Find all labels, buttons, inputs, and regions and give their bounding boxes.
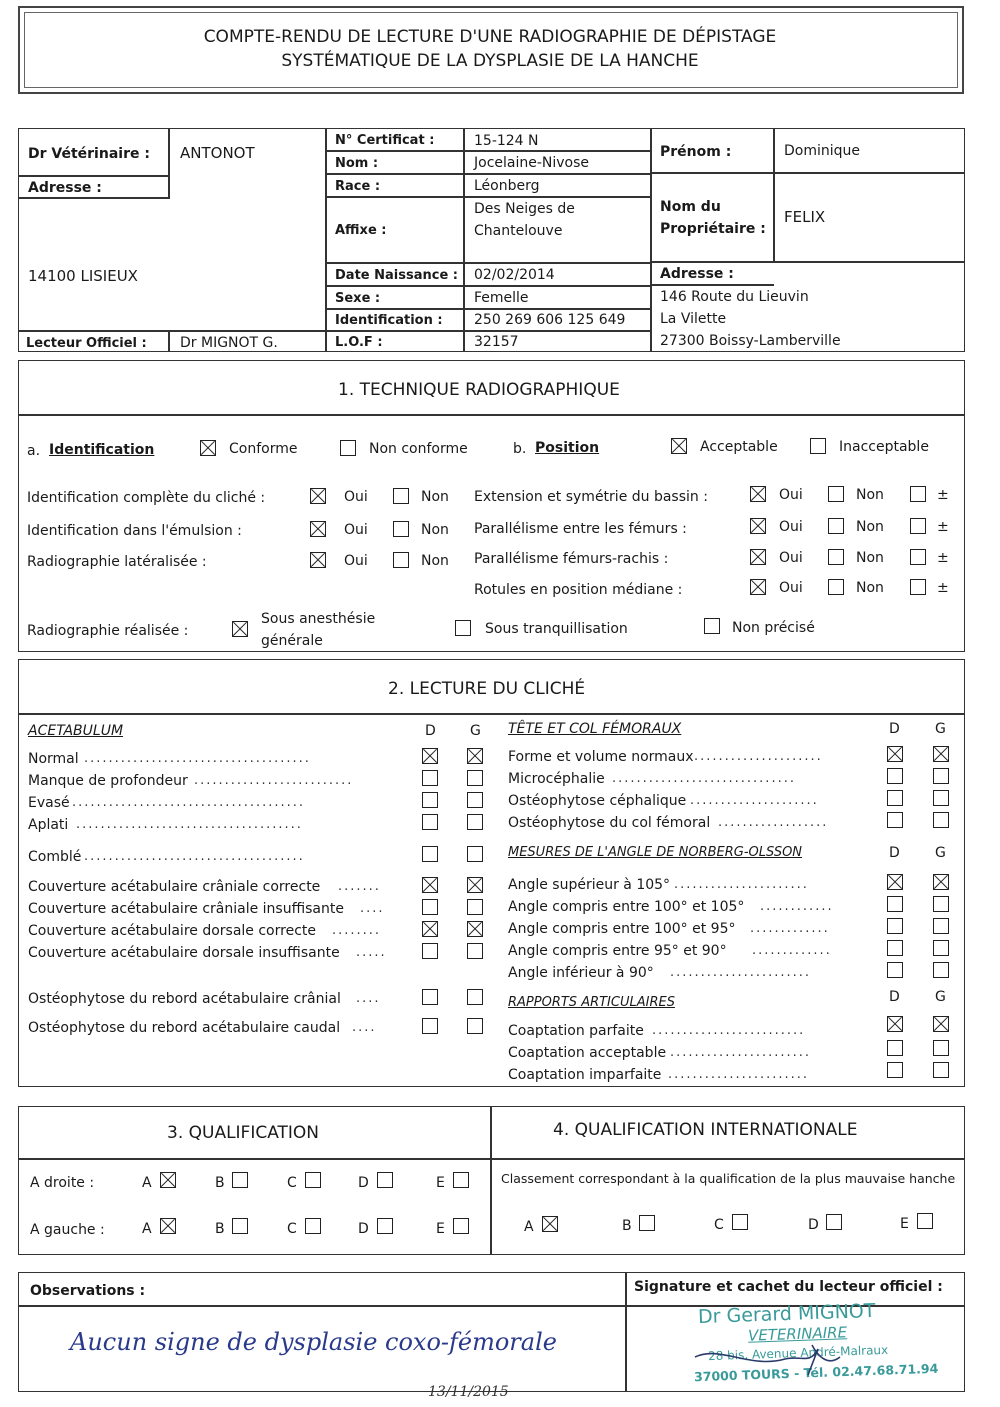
leader-dots: ..... [356,945,387,960]
droite-a-checkbox[interactable] [160,1172,176,1188]
leader-dots: ..................... [690,793,819,808]
oui-label: Oui [344,522,368,538]
d-header: D [889,989,900,1005]
leader-dots: ...................................... [72,795,306,810]
grade-c-label: C [287,1221,297,1237]
d-header: D [425,723,436,739]
address-value: 14100 LISIEUX [28,267,138,285]
conforme-checkbox[interactable] [200,440,216,456]
race-value: Léonberg [474,178,540,194]
acet-osteo-caudal-label: Ostéophytose du rebord acétabulaire caudal [28,1020,341,1036]
leader-dots: ....... [338,879,381,894]
non-precise-checkbox[interactable] [704,618,720,634]
acceptable-label: Acceptable [700,439,778,455]
nom-value: Jocelaine-Nivose [474,155,590,171]
gauche-e-checkbox[interactable] [453,1218,469,1234]
pm-label: ± [937,519,949,535]
norberg-inf90-g-checkbox[interactable] [933,962,949,978]
anesthesie-label-1: Sous anesthésie [261,611,376,627]
acet-dors-correcte-d-checkbox[interactable] [422,921,438,937]
d-header: D [889,721,900,737]
lateralisee-label: Radiographie latéralisée : [27,554,207,570]
norberg-90-95-g-checkbox[interactable] [933,940,949,956]
parallel-femurs-label: Parallélisme entre les fémurs : [474,521,687,537]
leader-dots: .... [360,901,385,916]
pm-label: ± [937,580,949,596]
ident-heading: Identification [49,442,155,458]
leader-dots: .................................... [84,849,305,864]
acet-dors-insuff-g-checkbox[interactable] [467,943,483,959]
inacceptable-label: Inacceptable [839,439,929,455]
owner-address-label: Adresse : [660,266,734,282]
acceptable-checkbox[interactable] [671,438,687,454]
affixe-value-2: Chantelouve [474,223,563,239]
extension-pm-checkbox[interactable] [910,486,926,502]
norberg-90-95-label: Angle compris entre 95° et 90° [508,943,727,959]
gauche-d-checkbox[interactable] [377,1218,393,1234]
droite-b-checkbox[interactable] [232,1172,248,1188]
norberg-100-105-d-checkbox[interactable] [887,896,903,912]
acet-osteo-caudal-d-checkbox[interactable] [422,1018,438,1034]
norberg-95-100-d-checkbox[interactable] [887,918,903,934]
extension-non-checkbox[interactable] [828,486,844,502]
tete-micro-label: Microcéphalie [508,771,605,787]
acet-profondeur-label: Manque de profondeur [28,773,188,789]
race-label: Race : [335,179,381,194]
gauche-a-checkbox[interactable] [160,1218,176,1234]
non-conforme-checkbox[interactable] [340,440,356,456]
rapports-heading: RAPPORTS ARTICULAIRES [508,995,675,1010]
grade-d-label: D [358,1175,369,1191]
g-header: G [935,989,946,1005]
coapt-parfaite-d-checkbox[interactable] [887,1016,903,1032]
norberg-sup105-g-checkbox[interactable] [933,874,949,890]
droite-label: A droite : [30,1175,95,1191]
gauche-label: A gauche : [30,1222,105,1238]
oui-label: Oui [344,489,368,505]
grade-a-label: A [142,1175,152,1191]
title-line-2: SYSTÉMATIQUE DE LA DYSPLASIE DE LA HANCHE [281,51,699,71]
leader-dots: ............. [752,943,832,958]
stamp-line-2: VETERINAIRE [747,1323,848,1345]
coapt-imparfaite-d-checkbox[interactable] [887,1062,903,1078]
observation-date: 13/11/2015 [428,1384,509,1400]
ident-complete-non-checkbox[interactable] [393,488,409,504]
coapt-parfaite-g-checkbox[interactable] [933,1016,949,1032]
coapt-acceptable-label: Coaptation acceptable [508,1045,667,1061]
owner-label-2: Propriétaire : [660,221,766,237]
acet-dors-correcte-label: Couverture acétabulaire dorsale correcte [28,923,316,939]
acet-dors-correcte-g-checkbox[interactable] [467,921,483,937]
sexe-value: Femelle [474,290,529,306]
tete-micro-d-checkbox[interactable] [887,768,903,784]
tete-normaux-d-checkbox[interactable] [887,746,903,762]
conforme-label: Conforme [229,441,298,457]
g-header: G [470,723,481,739]
realisee-label: Radiographie réalisée : [27,623,189,639]
affixe-label: Affixe : [335,223,387,238]
parallel-rachis-oui-checkbox[interactable] [750,549,766,565]
norberg-inf90-d-checkbox[interactable] [887,962,903,978]
address-label: Adresse : [28,180,102,196]
anesthesie-checkbox[interactable] [232,621,248,637]
parallel-femurs-non-checkbox[interactable] [828,518,844,534]
oui-label: Oui [344,553,368,569]
acet-dors-insuff-d-checkbox[interactable] [422,943,438,959]
ident-emulsion-label: Identification dans l'émulsion : [27,523,242,539]
coapt-imparfaite-g-checkbox[interactable] [933,1062,949,1078]
acetabulum-heading: ACETABULUM [28,723,124,739]
grade-e-label: E [436,1221,445,1237]
vet-label: Dr Vétérinaire : [28,146,150,162]
leader-dots: ........ [332,923,382,938]
dob-label: Date Naissance : [335,268,458,283]
observation-handwritten: Aucun signe de dysplasie coxo-fémorale [70,1328,557,1356]
non-label: Non [421,553,449,569]
acet-cran-correcte-g-checkbox[interactable] [467,877,483,893]
pm-label: ± [937,487,949,503]
parallel-femurs-pm-checkbox[interactable] [910,518,926,534]
acet-dors-insuff-label: Couverture acétabulaire dorsale insuffisante [28,945,340,961]
gauche-c-checkbox[interactable] [305,1218,321,1234]
dob-value: 02/02/2014 [474,267,555,283]
owner-address-1: 146 Route du Lieuvin [660,289,809,305]
tete-osteo-col-label: Ostéophytose du col fémoral [508,815,711,831]
position-prefix: b. [513,441,527,457]
ident-label: Identification : [335,313,443,328]
intl-c-checkbox[interactable] [732,1214,748,1230]
acet-cran-correcte-d-checkbox[interactable] [422,877,438,893]
norberg-100-105-label: Angle compris entre 100° et 105° [508,899,745,915]
tete-osteo-ceph-g-checkbox[interactable] [933,790,949,806]
acet-normal-label: Normal [28,751,79,767]
acet-cran-insuff-d-checkbox[interactable] [422,899,438,915]
acet-aplati-d-checkbox[interactable] [422,814,438,830]
intl-a-checkbox[interactable] [542,1216,558,1232]
norberg-heading: MESURES DE L'ANGLE DE NORBERG-OLSSON [508,845,803,860]
acet-osteo-cranial-g-checkbox[interactable] [467,989,483,1005]
tranquillisation-label: Sous tranquillisation [485,621,628,637]
leader-dots: ......................... [652,1023,806,1038]
owner-address-3: 27300 Boissy-Lamberville [660,333,841,349]
pm-label: ± [937,550,949,566]
cert-value: 15-124 N [474,133,539,149]
intl-d-checkbox[interactable] [826,1214,842,1230]
norberg-95-100-label: Angle compris entre 100° et 95° [508,921,736,937]
acet-comble-g-checkbox[interactable] [467,846,483,862]
droite-c-checkbox[interactable] [305,1172,321,1188]
ident-complete-label: Identification complète du cliché : [27,490,266,506]
grade-d-label: D [358,1221,369,1237]
grade-b-label: B [215,1175,225,1191]
leader-dots: ....................... [670,1045,812,1060]
tete-normaux-label: Forme et volume normaux [508,749,694,765]
section-4-title: 4. QUALIFICATION INTERNATIONALE [553,1120,858,1140]
acet-cran-insuff-g-checkbox[interactable] [467,899,483,915]
signature-scribble-icon [690,1335,850,1385]
section-1-title: 1. TECHNIQUE RADIOGRAPHIQUE [338,380,620,400]
parallel-rachis-label: Parallélisme fémurs-rachis : [474,551,669,567]
observations-label: Observations : [30,1283,146,1299]
acet-aplati-label: Aplati [28,817,69,833]
ident-emulsion-non-checkbox[interactable] [393,521,409,537]
norberg-90-95-d-checkbox[interactable] [887,940,903,956]
acet-profondeur-d-checkbox[interactable] [422,770,438,786]
extension-oui-checkbox[interactable] [750,486,766,502]
tete-micro-g-checkbox[interactable] [933,768,949,784]
acet-evase-d-checkbox[interactable] [422,792,438,808]
extension-label: Extension et symétrie du bassin : [474,489,708,505]
vet-value: ANTONOT [180,144,255,162]
non-label: Non [856,519,884,535]
rotules-non-checkbox[interactable] [828,579,844,595]
acet-osteo-cranial-label: Ostéophytose du rebord acétabulaire crânial [28,991,341,1007]
leader-dots: .... [352,1020,377,1035]
coapt-acceptable-d-checkbox[interactable] [887,1040,903,1056]
leader-dots: ....................... [668,1067,810,1082]
affixe-value-1: Des Neiges de [474,201,575,217]
non-precise-label: Non précisé [732,620,815,636]
title-box-inner [24,12,958,88]
leader-dots: ..................................... [84,751,311,766]
leader-dots: ...................... [674,877,809,892]
acet-profondeur-g-checkbox[interactable] [467,770,483,786]
tete-osteo-col-g-checkbox[interactable] [933,812,949,828]
section-2-title: 2. LECTURE DU CLICHÉ [388,679,586,699]
d-header: D [889,845,900,861]
tete-osteo-ceph-label: Ostéophytose céphalique [508,793,687,809]
leader-dots: .......................... [194,773,354,788]
owner-label-1: Nom du [660,199,721,215]
intl-grade-a-label: A [524,1219,534,1235]
rotules-pm-checkbox[interactable] [910,579,926,595]
lof-value: 32157 [474,334,519,350]
lateralisee-non-checkbox[interactable] [393,552,409,568]
acet-evase-label: Evasé [28,795,70,811]
cert-label: N° Certificat : [335,133,435,148]
leader-dots: ..................................... [76,817,303,832]
non-label: Non [856,550,884,566]
lateralisee-oui-checkbox[interactable] [310,552,326,568]
lof-label: L.O.F : [335,335,383,350]
prenom-value: Dominique [784,143,861,159]
leader-dots: ..................... [694,749,823,764]
norberg-sup105-d-checkbox[interactable] [887,874,903,890]
parallel-rachis-pm-checkbox[interactable] [910,549,926,565]
anesthesie-label-2: générale [261,633,323,649]
tranquillisation-checkbox[interactable] [455,620,471,636]
acet-osteo-cranial-d-checkbox[interactable] [422,989,438,1005]
leader-dots: .............................. [612,771,796,786]
norberg-sup105-label: Angle supérieur à 105° [508,877,671,893]
grade-b-label: B [215,1221,225,1237]
non-label: Non [421,522,449,538]
droite-e-checkbox[interactable] [453,1172,469,1188]
grade-c-label: C [287,1175,297,1191]
owner-address-2: La Vilette [660,311,727,327]
nom-label: Nom : [335,156,379,171]
prenom-label: Prénom : [660,144,732,160]
acet-normal-d-checkbox[interactable] [422,748,438,764]
tete-osteo-col-d-checkbox[interactable] [887,812,903,828]
title-line-1: COMPTE-RENDU DE LECTURE D'UNE RADIOGRAPHIE DE DÉPISTAGE [203,27,777,47]
gauche-b-checkbox[interactable] [232,1218,248,1234]
droite-d-checkbox[interactable] [377,1172,393,1188]
tete-osteo-ceph-d-checkbox[interactable] [887,790,903,806]
owner-value: FELIX [784,208,826,226]
acet-normal-g-checkbox[interactable] [467,748,483,764]
oui-label: Oui [779,550,803,566]
acet-evase-g-checkbox[interactable] [467,792,483,808]
g-header: G [935,721,946,737]
intl-grade-d-label: D [808,1217,819,1233]
coapt-parfaite-label: Coaptation parfaite [508,1023,644,1039]
leader-dots: .................. [718,815,829,830]
grade-e-label: E [436,1175,445,1191]
sexe-label: Sexe : [335,291,381,306]
intl-grade-c-label: C [714,1217,724,1233]
intl-b-checkbox[interactable] [639,1215,655,1231]
leader-dots: ............. [750,921,830,936]
norberg-inf90-label: Angle inférieur à 90° [508,965,654,981]
stamp-line-3: 28 bis, Avenue André-Malraux [707,1342,889,1364]
leader-dots: .... [356,991,381,1006]
rotules-oui-checkbox[interactable] [750,579,766,595]
tete-heading: TÊTE ET COL FÉMORAUX [508,721,682,737]
stamp-line-1: Dr Gerard MIGNOT [697,1299,876,1329]
parallel-femurs-oui-checkbox[interactable] [750,518,766,534]
non-label: Non [421,489,449,505]
section-1-box [18,360,965,652]
oui-label: Oui [779,487,803,503]
oui-label: Oui [779,580,803,596]
g-header: G [935,845,946,861]
ident-complete-oui-checkbox[interactable] [310,488,326,504]
non-label: Non [856,487,884,503]
signature-label: Signature et cachet du lecteur officiel : [634,1279,943,1295]
coapt-acceptable-g-checkbox[interactable] [933,1040,949,1056]
intl-grade-e-label: E [900,1216,909,1232]
norberg-95-100-g-checkbox[interactable] [933,918,949,934]
acet-comble-label: Comblé [28,849,82,865]
intl-grade-b-label: B [622,1218,632,1234]
position-heading: Position [535,440,600,456]
stamp-line-4: 37000 TOURS - Tél. 02.47.68.71.94 [693,1360,939,1385]
ident-emulsion-oui-checkbox[interactable] [310,521,326,537]
intl-note: Classement correspondant à la qualification de la plus mauvaise hanche [501,1171,956,1186]
ident-prefix: a. [27,443,41,459]
tete-normaux-g-checkbox[interactable] [933,746,949,762]
non-label: Non [856,580,884,596]
leader-dots: ....................... [670,965,812,980]
leader-dots: ............ [760,899,834,914]
rotules-label: Rotules en position médiane : [474,582,683,598]
intl-e-checkbox[interactable] [917,1213,933,1229]
oui-label: Oui [779,519,803,535]
grade-a-label: A [142,1221,152,1237]
acet-osteo-caudal-g-checkbox[interactable] [467,1018,483,1034]
acet-cran-correcte-label: Couverture acétabulaire crâniale correcte [28,879,321,895]
parallel-rachis-non-checkbox[interactable] [828,549,844,565]
ident-value: 250 269 606 125 649 [474,312,626,328]
reader-label: Lecteur Officiel : [26,336,147,351]
inacceptable-checkbox[interactable] [810,438,826,454]
acet-aplati-g-checkbox[interactable] [467,814,483,830]
reader-value: Dr MIGNOT G. [180,335,278,351]
acet-cran-insuff-label: Couverture acétabulaire crâniale insuffisante [28,901,344,917]
norberg-100-105-g-checkbox[interactable] [933,896,949,912]
acet-comble-d-checkbox[interactable] [422,846,438,862]
coapt-imparfaite-label: Coaptation imparfaite [508,1067,662,1083]
non-conforme-label: Non conforme [369,441,468,457]
section-3-title: 3. QUALIFICATION [167,1123,320,1143]
